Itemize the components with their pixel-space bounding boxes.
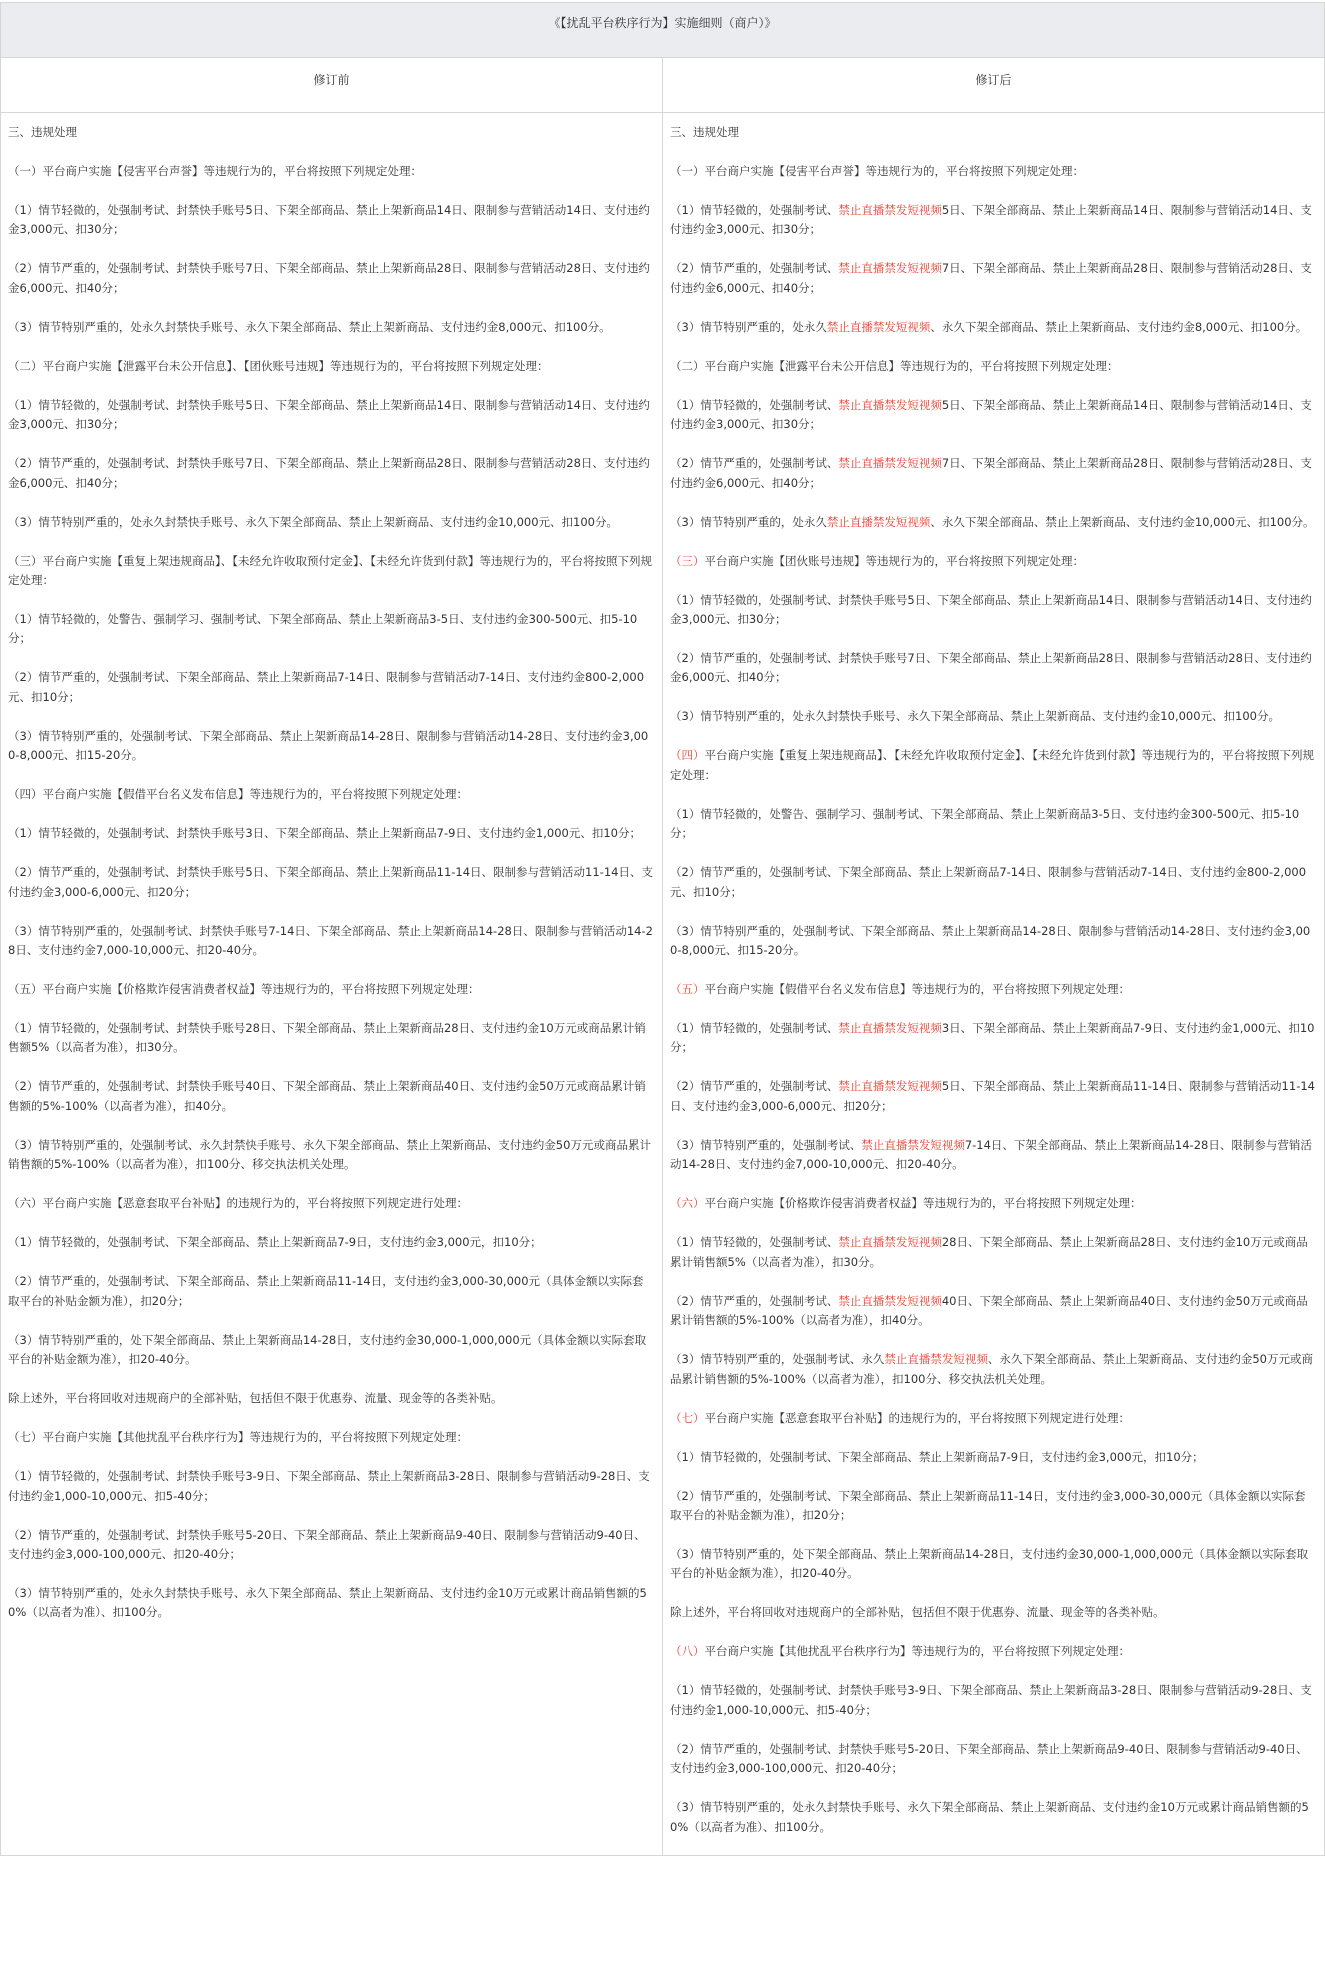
rule-paragraph	[670, 1194, 1317, 1213]
rule-paragraph	[670, 1642, 1317, 1661]
paragraph-text: （1）情节轻微的，处强制考试、封禁快手账号3-9日、下架全部商品、禁止上架新商品3-28日、限制参与营销活动9-28日、支付违约金1,000-10,000元、扣5-40分；	[670, 1683, 1312, 1717]
paragraph-text: 5日、下架全部商品、禁止上架新商品11-14日、限制参与营销活动11-14日、支付违约金3,000-6,000元、扣20分；	[670, 1079, 1315, 1113]
paragraph-text: （2）情节严重的，处强制考试、封禁快手账号5-20日、下架全部商品、禁止上架新商品9-40日、限制参与营销活动9-40日、支付违约金3,000-100,000元、扣20-40分；	[670, 1741, 1308, 1776]
paragraph-text: （二）平台商户实施【泄露平台未公开信息】等违规行为的，平台将按照下列规定处理：	[670, 358, 1119, 373]
rule-paragraph	[670, 454, 1317, 493]
paragraph-text: （1）情节轻微的，处强制考试、	[670, 1021, 839, 1036]
paragraph-text: 三、违规处理	[8, 125, 77, 139]
paragraph-text: 平台商户实施【恶意套取平台补贴】的违规行为的，平台将按照下列规定进行处理：	[704, 1410, 1130, 1425]
rule-paragraph	[8, 1467, 655, 1506]
rule-paragraph	[8, 552, 655, 591]
paragraph-text: （3）情节特别严重的，处强制考试、封禁快手账号7-14日、下架全部商品、禁止上架新商品14-28日、限制参与营销活动14-28日、支付违约金7,000-10,000元、扣20-40分。	[8, 923, 653, 958]
after-revision-content	[663, 113, 1325, 1856]
rule-paragraph	[8, 513, 655, 532]
rule-paragraph	[8, 318, 655, 337]
paragraph-text: 5日、下架全部商品、禁止上架新商品14日、限制参与营销活动14日、支付违约金3,000元、扣30分；	[670, 397, 1312, 432]
rule-paragraph	[670, 259, 1317, 298]
rule-paragraph	[8, 259, 655, 298]
rule-paragraph	[8, 1331, 655, 1370]
column-header-after: 修订后	[663, 58, 1325, 113]
rule-paragraph	[8, 785, 655, 804]
rule-paragraph	[670, 922, 1317, 961]
paragraph-text: （1）情节轻微的，处警告、强制学习、强制考试、下架全部商品、禁止上架新商品3-5日、支付违约金300-500元、扣5-10分；	[8, 612, 638, 646]
revised-text: 禁止直播禁发短视频	[826, 319, 931, 334]
paragraph-text: （1）情节轻微的，处强制考试、封禁快手账号28日、下架全部商品、禁止上架新商品28日、支付违约金10万元或商品累计销售额5%（以高者为准），扣30分。	[8, 1021, 646, 1055]
paragraph-text: （一）平台商户实施【侵害平台声誉】等违规行为的，平台将按照下列规定处理：	[670, 164, 1084, 178]
paragraph-text: （3）情节特别严重的，处强制考试、永久封禁快手账号、永久下架全部商品、禁止上架新商品、支付违约金50万元或商品累计销售额的5%-100%（以高者为准），扣100分、移交执法机关处理。	[8, 1137, 651, 1172]
paragraph-text: （1）情节轻微的，处强制考试、下架全部商品、禁止上架新商品7-9日，支付违约金3,000元，扣10分；	[670, 1449, 1204, 1464]
rule-paragraph	[8, 1136, 655, 1175]
paragraph-text: （2）情节严重的，处强制考试、封禁快手账号5日、下架全部商品、禁止上架新商品11-14日、限制参与营销活动11-14日、支付违约金3,000-6,000元、扣20分；	[8, 865, 653, 899]
paragraph-text: 7-14日、下架全部商品、禁止上架新商品14-28日、限制参与营销活动14-28日、支付违约金7,000-10,000元、扣20-40分。	[670, 1137, 1312, 1172]
rule-paragraph	[8, 863, 655, 902]
paragraph-text: （2）情节严重的，处强制考试、	[670, 261, 839, 276]
paragraph-text: （2）情节严重的，处强制考试、下架全部商品、禁止上架新商品7-14日、限制参与营销活动7-14日、支付违约金800-2,000元、扣10分；	[8, 670, 645, 704]
paragraph-text: （四）平台商户实施【假借平台名义发布信息】等违规行为的，平台将按照下列规定处理：	[8, 787, 468, 802]
rule-paragraph	[670, 1603, 1317, 1622]
paragraph-text: （2）情节严重的，处强制考试、	[670, 1293, 839, 1308]
revised-text: 禁止直播禁发短视频	[838, 261, 942, 276]
paragraph-text: （2）情节严重的，处强制考试、封禁快手账号7日、下架全部商品、禁止上架新商品28日、限制参与营销活动28日、支付违约金6,000元、扣40分；	[8, 456, 650, 490]
rule-paragraph	[670, 396, 1317, 435]
paragraph-text: （1）情节轻微的，处强制考试、	[670, 1235, 839, 1250]
revised-text: 禁止直播禁发短视频	[838, 1235, 942, 1250]
revised-text: 禁止直播禁发短视频	[861, 1137, 965, 1152]
paragraph-text: 平台商户实施【假借平台名义发布信息】等违规行为的，平台将按照下列规定处理：	[704, 982, 1130, 997]
revised-text: 禁止直播禁发短视频	[838, 456, 942, 471]
paragraph-text: （七）平台商户实施【其他扰乱平台秩序行为】等违规行为的，平台将按照下列规定处理：	[8, 1430, 468, 1445]
rule-paragraph	[8, 454, 655, 493]
rule-paragraph	[670, 357, 1317, 376]
paragraph-text: （2）情节严重的，处强制考试、下架全部商品、禁止上架新商品11-14日，支付违约金3,000-30,000元（具体金额以实际套取平台的补贴金额为准），扣20分；	[8, 1274, 644, 1308]
paragraph-text: （2）情节严重的，处强制考试、下架全部商品、禁止上架新商品7-14日、限制参与营销活动7-14日、支付违约金800-2,000元、扣10分；	[670, 865, 1307, 899]
paragraph-text: （1）情节轻微的，处强制考试、下架全部商品、禁止上架新商品7-9日，支付违约金3,000元，扣10分；	[8, 1235, 542, 1250]
paragraph-text: （1）情节轻微的，处强制考试、封禁快手账号3-9日、下架全部商品、禁止上架新商品3-28日、限制参与营销活动9-28日、支付违约金1,000-10,000元、扣5-40分；	[8, 1469, 650, 1503]
revised-text: 禁止直播禁发短视频	[826, 514, 931, 529]
paragraph-text: （3）情节特别严重的，处下架全部商品、禁止上架新商品14-28日，支付违约金30,000-1,000,000元（具体金额以实际套取平台的补贴金额为准），扣20-40分。	[8, 1332, 647, 1367]
comparison-table	[0, 2, 1325, 1856]
paragraph-text: （3）情节特别严重的，处永久	[670, 319, 827, 334]
paragraph-text: 7日、下架全部商品、禁止上架新商品28日、限制参与营销活动28日、支付违约金6,000元、扣40分；	[670, 456, 1312, 490]
paragraph-text: （二）平台商户实施【泄露平台未公开信息】、【团伙账号违规】等违规行为的，平台将按照下列规定处理：	[8, 358, 549, 373]
paragraph-text: （3）情节特别严重的，处永久封禁快手账号、永久下架全部商品、禁止上架新商品、支付违约金10,000元、扣100分。	[8, 514, 618, 529]
paragraph-text: （3）情节特别严重的，处下架全部商品、禁止上架新商品14-28日，支付违约金30,000-1,000,000元（具体金额以实际套取平台的补贴金额为准），扣20-40分。	[670, 1546, 1309, 1581]
rule-paragraph	[8, 1194, 655, 1213]
rule-paragraph	[8, 1389, 655, 1408]
revised-text: 禁止直播禁发短视频	[838, 1021, 942, 1036]
rule-paragraph	[670, 1545, 1317, 1584]
rule-paragraph	[670, 201, 1317, 240]
rule-paragraph	[8, 980, 655, 999]
paragraph-text: （2）情节严重的，处强制考试、封禁快手账号7日、下架全部商品、禁止上架新商品28日、限制参与营销活动28日、支付违约金6,000元、扣40分；	[8, 261, 650, 295]
paragraph-text: （1）情节轻微的，处强制考试、封禁快手账号5日、下架全部商品、禁止上架新商品14日、限制参与营销活动14日、支付违约金3,000元、扣30分；	[8, 397, 650, 432]
paragraph-text: （3）情节特别严重的，处强制考试、下架全部商品、禁止上架新商品14-28日、限制参与营销活动14-28日、支付违约金3,000-8,000元、扣15-20分。	[670, 923, 1311, 958]
revised-text: （五）	[670, 982, 705, 997]
paragraph-text: 7日、下架全部商品、禁止上架新商品28日、限制参与营销活动28日、支付违约金6,000元、扣40分；	[670, 261, 1312, 295]
paragraph-text: （2）情节严重的，处强制考试、封禁快手账号40日、下架全部商品、禁止上架新商品40日、支付违约金50万元或商品累计销售额的5%-100%（以高者为准），扣40分。	[8, 1079, 646, 1113]
paragraph-text: （3）情节特别严重的，处强制考试、	[670, 1137, 862, 1152]
rule-paragraph	[670, 746, 1317, 785]
rule-paragraph	[670, 1487, 1317, 1526]
paragraph-text: （1）情节轻微的，处强制考试、	[670, 397, 839, 412]
rule-paragraph	[670, 1740, 1317, 1779]
rule-paragraph	[8, 1272, 655, 1311]
rule-paragraph	[8, 1428, 655, 1447]
rule-paragraph	[670, 1077, 1317, 1116]
revised-text: （六）	[670, 1196, 705, 1211]
paragraph-text: （1）情节轻微的，处强制考试、封禁快手账号5日、下架全部商品、禁止上架新商品14日、限制参与营销活动14日、支付违约金3,000元、扣30分；	[8, 203, 650, 237]
paragraph-text: 平台商户实施【其他扰乱平台秩序行为】等违规行为的，平台将按照下列规定处理：	[704, 1644, 1130, 1659]
paragraph-text: （2）情节严重的，处强制考试、	[670, 456, 839, 471]
rule-paragraph	[670, 707, 1317, 726]
rule-paragraph	[670, 591, 1317, 630]
paragraph-text: 平台商户实施【重复上架违规商品】、【未经允许收取预付定金】、【未经允许货到付款】等违规行为的，平台将按照下列规定处理：	[670, 748, 1314, 782]
rule-paragraph	[670, 1798, 1317, 1837]
column-header-before: 修订前	[1, 58, 663, 113]
paragraph-text: （3）情节特别严重的，处强制考试、下架全部商品、禁止上架新商品14-28日、限制参与营销活动14-28日、支付违约金3,000-8,000元、扣15-20分。	[8, 728, 649, 763]
rule-paragraph	[8, 1584, 655, 1623]
paragraph-text: 5日、下架全部商品、禁止上架新商品14日、限制参与营销活动14日、支付违约金3,000元、扣30分；	[670, 203, 1312, 237]
document-title: 《【扰乱平台秩序行为】实施细则（商户）》	[1, 3, 1325, 58]
paragraph-text: （2）情节严重的，处强制考试、封禁快手账号7日、下架全部商品、禁止上架新商品28日、限制参与营销活动28日、支付违约金6,000元、扣40分；	[670, 651, 1312, 685]
rule-paragraph	[670, 1681, 1317, 1720]
revised-text: 禁止直播禁发短视频	[838, 1293, 942, 1308]
section-heading	[8, 123, 655, 142]
revised-text: （四）	[670, 748, 705, 763]
paragraph-text: 平台商户实施【价格欺诈侵害消费者权益】等违规行为的，平台将按照下列规定处理：	[704, 1196, 1142, 1211]
paragraph-text: （3）情节特别严重的，处永久封禁快手账号、永久下架全部商品、禁止上架新商品、支付违约金10万元或累计商品销售额的50%（以高者为准）、扣100分。	[670, 1800, 1309, 1834]
rule-paragraph	[8, 162, 655, 181]
paragraph-text: 、永久下架全部商品、禁止上架新商品、支付违约金10,000元、扣100分。	[930, 514, 1315, 529]
paragraph-text: 40日、下架全部商品、禁止上架新商品40日、支付违约金50万元或商品累计销售额的5%-100%（以高者为准），扣40分。	[670, 1293, 1308, 1328]
paragraph-text: （3）情节特别严重的，处永久封禁快手账号、永久下架全部商品、禁止上架新商品、支付违约金10,000元、扣100分。	[670, 709, 1280, 724]
rule-paragraph	[8, 727, 655, 766]
paragraph-text: （三）平台商户实施【重复上架违规商品】、【未经允许收取预付定金】、【未经允许货到付款】等违规行为的，平台将按照下列规定处理：	[8, 553, 652, 588]
revised-text: （八）	[670, 1644, 705, 1659]
revised-text: （三）	[670, 553, 705, 568]
paragraph-text: （五）平台商户实施【价格欺诈侵害消费者权益】等违规行为的，平台将按照下列规定处理：	[8, 982, 480, 997]
paragraph-text: （2）情节严重的，处强制考试、	[670, 1079, 839, 1094]
rule-paragraph	[670, 1233, 1317, 1272]
rule-paragraph	[670, 1409, 1317, 1428]
rule-paragraph	[670, 863, 1317, 902]
paragraph-text: 平台商户实施【团伙账号违规】等违规行为的，平台将按照下列规定处理：	[704, 553, 1084, 568]
paragraph-text: 除上述外，平台将回收对违规商户的全部补贴，包括但不限于优惠券、流量、现金等的各类补贴。	[670, 1605, 1165, 1620]
rule-paragraph	[670, 1448, 1317, 1467]
rule-paragraph	[8, 824, 655, 843]
revised-text: 禁止直播禁发短视频	[838, 203, 942, 217]
paragraph-text: （3）情节特别严重的，处强制考试、永久	[670, 1352, 885, 1367]
section-heading	[670, 123, 1317, 142]
paragraph-text: 28日、下架全部商品、禁止上架新商品28日、支付违约金10万元或商品累计销售额5%（以高者为准），扣30分。	[670, 1235, 1308, 1269]
rule-paragraph	[8, 396, 655, 435]
revised-text: 禁止直播禁发短视频	[838, 397, 942, 412]
paragraph-text: （1）情节轻微的，处强制考试、	[670, 203, 839, 217]
rule-paragraph	[670, 1292, 1317, 1331]
paragraph-text: （2）情节严重的，处强制考试、下架全部商品、禁止上架新商品11-14日，支付违约金3,000-30,000元（具体金额以实际套取平台的补贴金额为准），扣20分；	[670, 1488, 1306, 1522]
rule-paragraph	[670, 1019, 1317, 1058]
rule-paragraph	[670, 513, 1317, 532]
paragraph-text: （1）情节轻微的，处警告、强制学习、强制考试、下架全部商品、禁止上架新商品3-5日、支付违约金300-500元、扣5-10分；	[670, 806, 1300, 841]
paragraph-text: （3）情节特别严重的，处永久	[670, 514, 827, 529]
before-revision-content	[1, 113, 663, 1856]
paragraph-text: （1）情节轻微的，处强制考试、封禁快手账号3日、下架全部商品、禁止上架新商品7-9日、支付违约金1,000元、扣10分；	[8, 826, 641, 841]
rule-paragraph	[670, 805, 1317, 844]
revised-text: （七）	[670, 1410, 705, 1425]
paragraph-text: （六）平台商户实施【恶意套取平台补贴】的违规行为的，平台将按照下列规定进行处理：	[8, 1196, 468, 1211]
paragraph-text: 3日、下架全部商品、禁止上架新商品7-9日、支付违约金1,000元、扣10分；	[670, 1021, 1315, 1055]
rule-paragraph	[8, 610, 655, 649]
rule-paragraph	[670, 980, 1317, 999]
paragraph-text: 、永久下架全部商品、禁止上架新商品、支付违约金8,000元、扣100分。	[930, 319, 1308, 334]
paragraph-text: （一）平台商户实施【侵害平台声誉】等违规行为的，平台将按照下列规定处理：	[8, 164, 422, 178]
paragraph-text: （2）情节严重的，处强制考试、封禁快手账号5-20日、下架全部商品、禁止上架新商品9-40日、限制参与营销活动9-40日、支付违约金3,000-100,000元、扣20-40分；	[8, 1527, 646, 1561]
revised-text: 禁止直播禁发短视频	[838, 1079, 942, 1094]
paragraph-text: （1）情节轻微的，处强制考试、封禁快手账号5日、下架全部商品、禁止上架新商品14日、限制参与营销活动14日、支付违约金3,000元、扣30分；	[670, 592, 1312, 627]
rule-paragraph	[8, 668, 655, 707]
paragraph-text: （3）情节特别严重的，处永久封禁快手账号、永久下架全部商品、禁止上架新商品、支付违约金10万元或累计商品销售额的50%（以高者为准）、扣100分。	[8, 1585, 647, 1620]
rule-paragraph	[8, 1233, 655, 1252]
rule-paragraph	[8, 1526, 655, 1565]
paragraph-text: 除上述外，平台将回收对违规商户的全部补贴，包括但不限于优惠券、流量、现金等的各类补贴。	[8, 1391, 503, 1406]
rule-paragraph	[670, 162, 1317, 181]
rule-paragraph	[670, 1136, 1317, 1175]
paragraph-text: 三、违规处理	[670, 125, 739, 139]
rule-paragraph	[8, 1077, 655, 1116]
paragraph-text: 、永久下架全部商品、禁止上架新商品、支付违约金50万元或商品累计销售额的5%-100%（以高者为准），扣100分、移交执法机关处理。	[670, 1352, 1313, 1386]
rule-paragraph	[8, 357, 655, 376]
rule-paragraph	[8, 201, 655, 240]
rule-paragraph	[8, 1019, 655, 1058]
rule-paragraph	[670, 318, 1317, 337]
revised-text: 禁止直播禁发短视频	[884, 1352, 988, 1367]
rule-paragraph	[670, 552, 1317, 571]
rule-paragraph	[670, 1350, 1317, 1389]
paragraph-text: （3）情节特别严重的，处永久封禁快手账号、永久下架全部商品、禁止上架新商品、支付违约金8,000元、扣100分。	[8, 319, 611, 334]
rule-paragraph	[8, 922, 655, 961]
rule-paragraph	[670, 649, 1317, 688]
